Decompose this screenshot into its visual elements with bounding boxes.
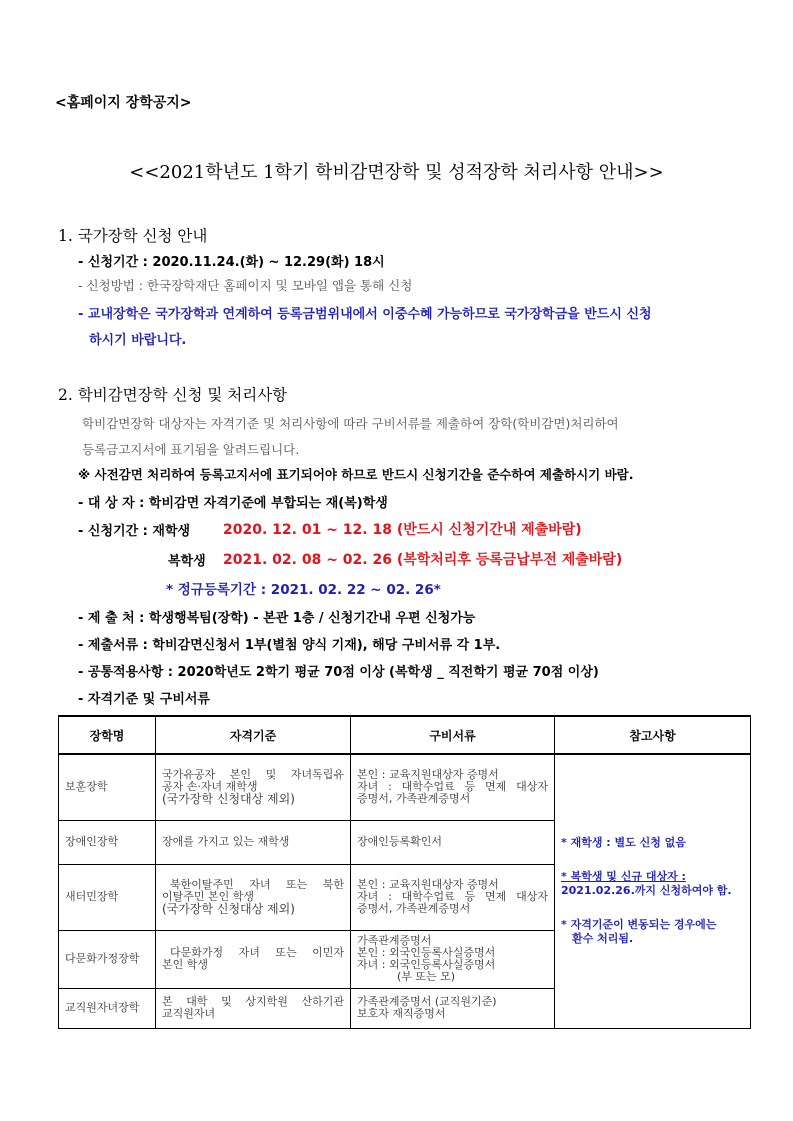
row-name: 교직원자녀장학: [59, 988, 156, 1028]
criteria-line: 국가유공자 본인 및 자녀독립유: [162, 768, 344, 782]
docs-line: 본인 : 외국인등록사실증명서: [357, 946, 496, 959]
notes-cell: [555, 754, 751, 1028]
note-change-b: 환수 처리됨.: [572, 932, 634, 946]
docs-line: 장애인등록확인서: [357, 835, 443, 848]
docs-line: 가족관계증명서: [357, 934, 432, 947]
row-name: 장애인장학: [59, 820, 156, 864]
note-returning: [561, 870, 744, 898]
period-returning-label: 복학생: [168, 554, 206, 569]
criteria-line: 북한이탈주민 자녀 또는 북한: [170, 878, 344, 891]
period-enrolled-dates: 2020. 12. 01 ~ 12. 18 (반드시 신청기간내 제출바람): [223, 522, 582, 538]
header-criteria: 자격기준: [156, 716, 351, 754]
criteria-line: (국가장학 신청대상 제외): [162, 792, 295, 807]
section1-note-line2: 하시기 바랍니다.: [89, 333, 187, 348]
row-criteria: [156, 930, 351, 988]
row-criteria: [156, 988, 351, 1028]
period-enrolled-label: - 신청기간 : 재학생: [78, 524, 191, 539]
docs-line: 증명서, 가족관계증명서: [357, 792, 471, 806]
section1-period: - 신청기간 : 2020.11.24.(화) ~ 12.29(화) 18시: [78, 255, 385, 270]
criteria-line: 본 대학 및 상지학원 산하기관: [162, 995, 344, 1008]
section2-intro-line1: 학비감면장학 대상자는 자격기준 및 처리사항에 따라 구비서류를 제출하여 장학(학비감면)처리하여: [82, 416, 619, 431]
table-header-row: [59, 716, 751, 754]
docs-line: 가족관계증명서 (교직원기준): [357, 995, 497, 1008]
section2-heading: 2. 학비감면장학 신청 및 처리사항: [58, 386, 288, 404]
notice-label: <홈페이지 장학공지>: [55, 95, 192, 111]
row-name: 새터민장학: [59, 864, 156, 930]
row-documents: [351, 864, 555, 930]
section1-method: - 신청방법 : 한국장학재단 홈페이지 및 모바일 앱을 통해 신청: [78, 278, 413, 293]
row-documents: [351, 754, 555, 820]
criteria-line: 다문화가정 자녀 또는 이민자: [170, 946, 344, 959]
regular-registration: * 정규등록기간 : 2021. 02. 22 ~ 02. 26*: [166, 582, 441, 598]
note-change-a: * 자격기준이 변동되는 경우에는: [561, 918, 717, 932]
row-name: 보훈장학: [59, 754, 156, 820]
scholarship-table: [58, 715, 751, 1029]
header-scholarship: 장학명: [59, 716, 156, 754]
row-documents: [351, 930, 555, 988]
criteria-line: (국가장학 신청대상 제외): [162, 902, 295, 916]
docs-line: 본인 : 교육지원대상자 증명서: [357, 878, 499, 891]
section1-note-line1: - 교내장학은 국가장학과 연계하여 등록금범위내에서 이중수혜 가능하므로 국가장학금을 반드시 신청: [78, 307, 652, 322]
row-criteria: [156, 820, 351, 864]
docs-line: 자녀 : 외국인등록사실증명서: [357, 958, 496, 971]
docs-line: (부 또는 모): [397, 970, 456, 983]
header-notes: 참고사항: [555, 716, 751, 754]
docs-line: 본인 : 교육지원대상자 증명서: [357, 768, 499, 782]
criteria-line: 이탈주민 본인 학생: [162, 890, 255, 903]
section2-intro-line2: 등록금고지서에 표기됨을 알려드립니다.: [82, 442, 300, 457]
docs-line: 자녀 : 대학수업료 등 면제 대상자: [357, 780, 548, 794]
note-change: [561, 918, 744, 946]
criteria-heading: - 자격기준 및 구비서류: [78, 692, 210, 707]
table-row: [59, 754, 751, 820]
submit-place: - 제 출 처 : 학생행복팀(장학) - 본관 1층 / 신청기간내 우편 신청가능: [78, 611, 476, 626]
note-returning-b: 2021.02.26.까지 신청하여야 함.: [561, 884, 732, 898]
row-name: 다문화가정장학: [59, 930, 156, 988]
row-criteria: [156, 754, 351, 820]
note-enrolled: * 재학생 : 별도 신청 없음: [561, 836, 686, 850]
submit-documents: - 제출서류 : 학비감면신청서 1부(별첨 양식 기재), 해당 구비서류 각 1부.: [78, 638, 501, 653]
section1-heading: 1. 국가장학 신청 안내: [58, 227, 208, 245]
docs-line: 보호자 재직증명서: [357, 1007, 446, 1020]
criteria-line: 공자 손·자녀 재학생: [162, 780, 258, 794]
common-requirement: - 공통적용사항 : 2020학년도 2학기 평균 70점 이상 (복학생 _ 직전학기 평균 70점 이상): [78, 665, 599, 680]
section2-target: - 대 상 자 : 학비감면 자격기준에 부합되는 재(복)학생: [78, 496, 388, 511]
criteria-line: 본인 학생: [162, 958, 209, 971]
note-returning-a: * 복학생 및 신규 대상자 :: [561, 870, 686, 884]
row-criteria: [156, 864, 351, 930]
header-documents: 구비서류: [351, 716, 555, 754]
page-title: <<2021학년도 1학기 학비감면장학 및 성적장학 처리사항 안내>>: [129, 162, 664, 183]
row-documents: [351, 988, 555, 1028]
section2-warning: ※ 사전감면 처리하여 등록고지서에 표기되어야 하므로 반드시 신청기간을 준수하여 제출하시기 바람.: [78, 467, 634, 482]
criteria-line: 교직원자녀: [162, 1007, 216, 1020]
period-returning-dates: 2021. 02. 08 ~ 02. 26 (복학처리후 등록금납부전 제출바람): [223, 552, 623, 568]
row-documents: [351, 820, 555, 864]
criteria-line: 장애를 가지고 있는 재학생: [162, 835, 290, 848]
docs-line: 자녀 : 대학수업료 등 면제 대상자: [357, 890, 548, 903]
docs-line: 증명서, 가족관계증명서: [357, 902, 471, 915]
